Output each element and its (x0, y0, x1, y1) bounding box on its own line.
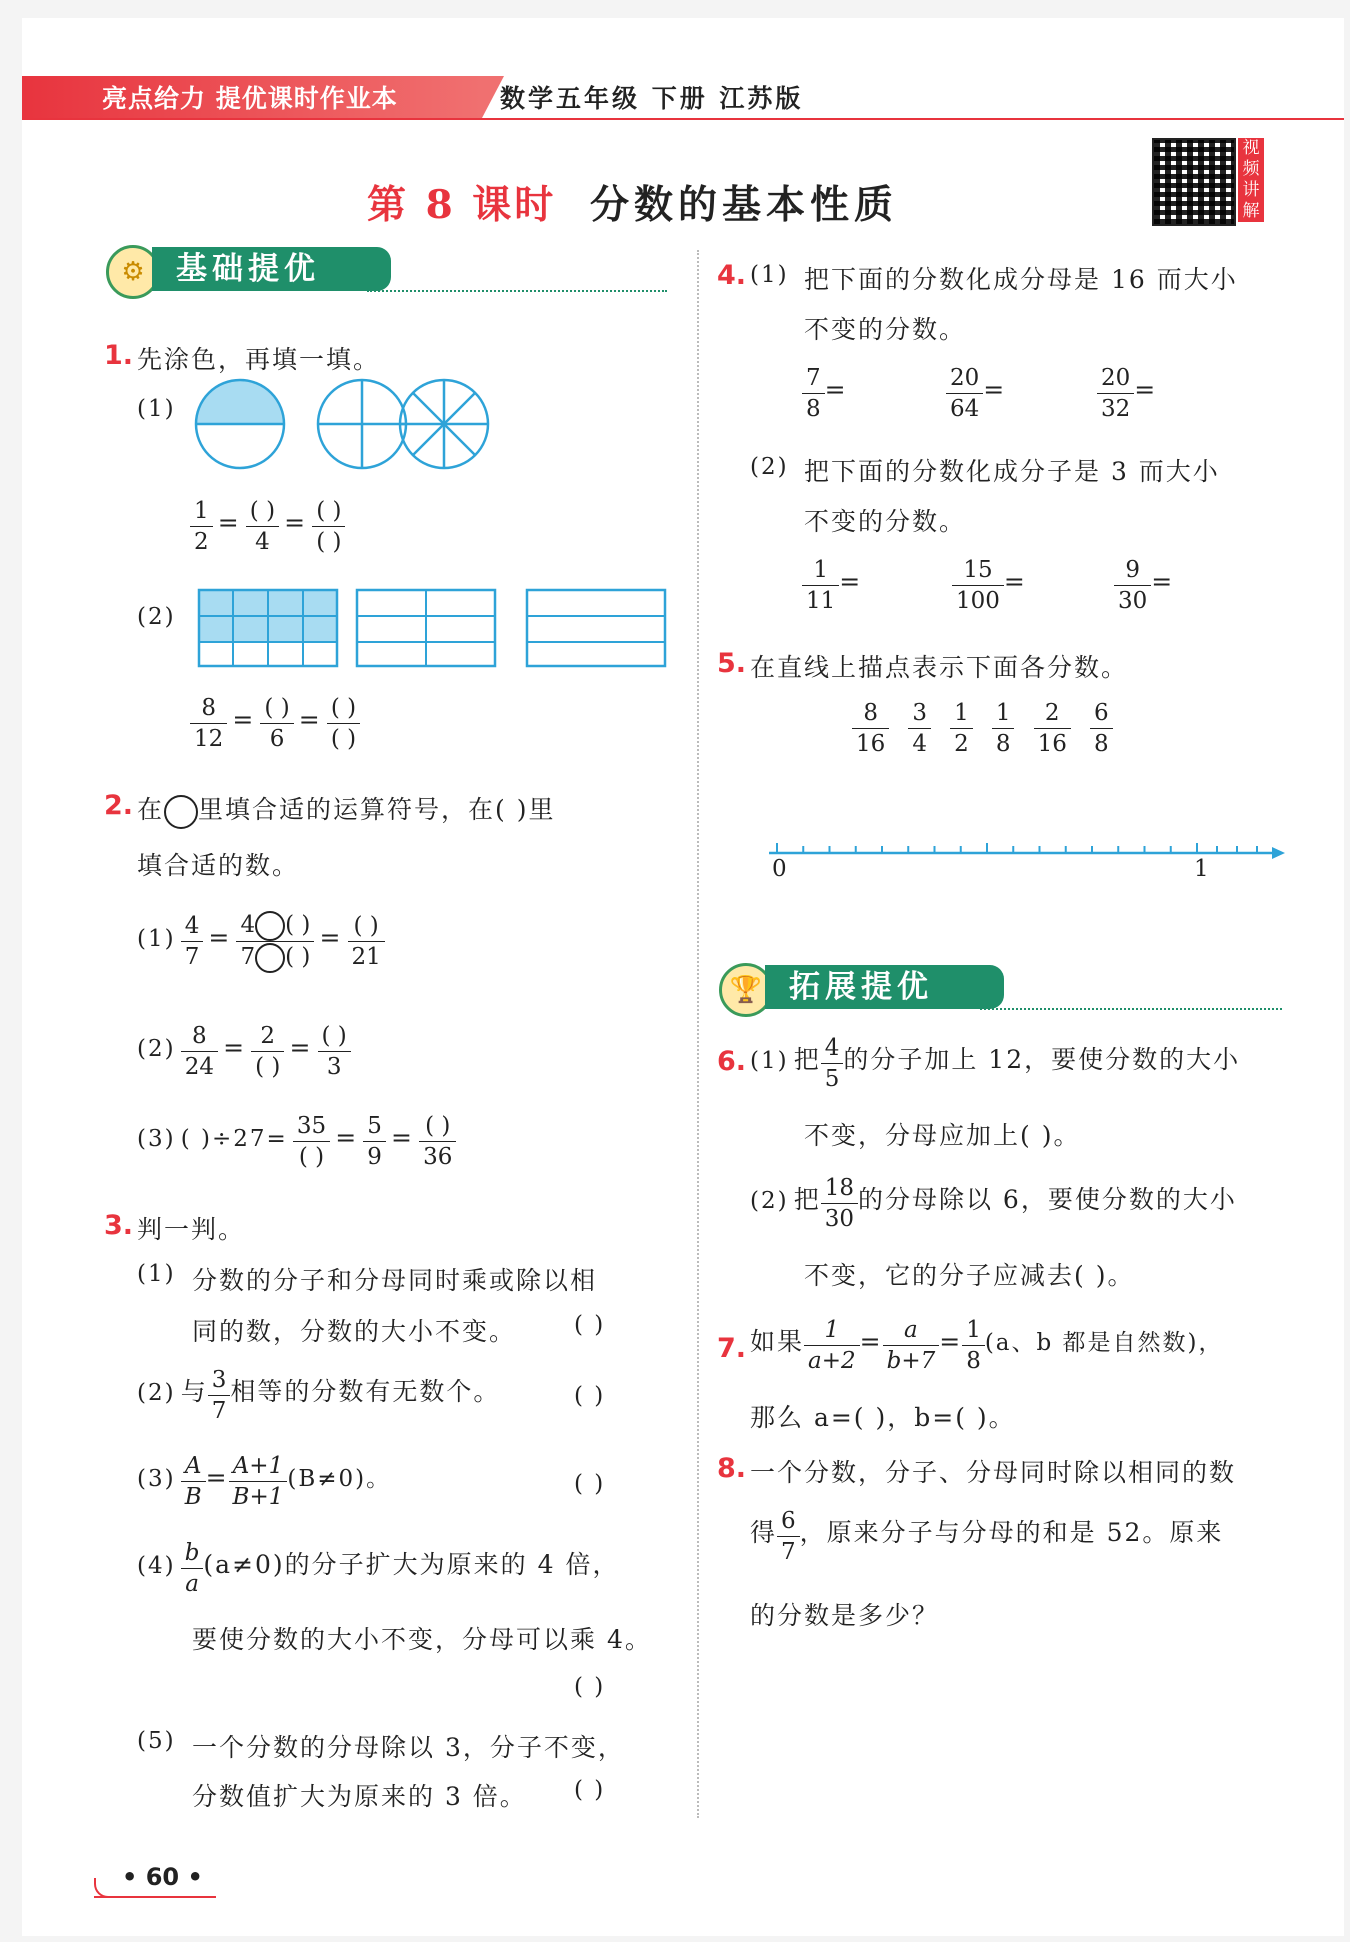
question-number: 8. (717, 1453, 747, 1484)
part-label: (1) (137, 396, 176, 422)
section-rule (980, 1008, 1282, 1010)
rect-twelfths[interactable] (199, 590, 337, 666)
question-text: 不变的分数。 (804, 507, 967, 536)
equation-q2-1: (1) $\frac{4}{7}$ = $\frac{4 ( )}{7 ( )}$ = $\frac{( )}{21}$ (137, 910, 385, 973)
section-extend: 拓展提优 (765, 965, 1004, 1009)
page-number-decoration (94, 1878, 116, 1898)
question-row: (2) 把 $\frac{18}{30}$ 的分母除以 6，要使分数的大小 (750, 1175, 1237, 1232)
rect-thirds[interactable] (527, 590, 665, 666)
judge-blank[interactable]: ( ) (574, 1383, 606, 1409)
rectangle-diagrams (197, 588, 677, 670)
fraction-row-16: $\frac{20}{64}$ = (946, 363, 1006, 424)
circle-quarters[interactable] (318, 380, 406, 468)
fraction-blank[interactable]: $\frac{2}{( )}$ (251, 1021, 284, 1082)
fraction-operator-blank[interactable]: $\frac{4 ( )}{7 ( )}$ (236, 910, 314, 973)
section-rule (367, 290, 667, 292)
judge-blank[interactable]: ( ) (574, 1674, 606, 1700)
part-label: (1) (137, 1261, 176, 1287)
book-info: 数学五年级 下册 江苏版 (500, 84, 804, 113)
fraction-row-3: $\frac{1}{11}$ = (802, 555, 862, 616)
question-row: (1) 把 $\frac{4}{5}$ 的分子加上 12，要使分数的大小 (750, 1035, 1241, 1092)
fraction-blank[interactable]: $\frac{( )}{36}$ (419, 1111, 456, 1172)
question-text: 先涂色，再填一填。 (137, 345, 381, 374)
fraction-row-3: $\frac{15}{100}$ = (952, 555, 1027, 616)
number-line-zero: 0 (772, 856, 789, 882)
circle-diagrams (192, 378, 492, 474)
circle-eighths[interactable] (400, 380, 488, 468)
fraction-blank[interactable]: $\frac{( )}{( )}$ (327, 693, 360, 754)
judge-blank[interactable]: ( ) (574, 1312, 606, 1338)
column-divider (697, 250, 699, 1818)
question-number: 2. (104, 790, 134, 821)
fraction-blank[interactable]: $\frac{( )}{( )}$ (312, 496, 345, 557)
page-number-rule (94, 1896, 216, 1898)
fraction-blank[interactable]: $\frac{35}{( )}$ (293, 1111, 330, 1172)
statement-row: (3) $\frac{A}{B}$ = $\frac{A+1}{B+1}$ (B≠0)。 (137, 1453, 392, 1510)
question-number: 6. (717, 1046, 747, 1077)
fraction: $\frac{1}{2}$ (190, 496, 213, 557)
fraction-row-16: $\frac{20}{32}$ = (1097, 363, 1157, 424)
question-text: 的分数是多少？ (750, 1601, 940, 1630)
question-row: 如果 $\frac{1}{a+2}$ = $\frac{a}{b+7}$ = $\frac{1}{8}$ (a、b 都是自然数)， (750, 1317, 1224, 1374)
fraction-row-16: $\frac{7}{8}$ = (802, 363, 848, 424)
statement-text: 要使分数的大小不变，分母可以乘 4。 (192, 1625, 652, 1654)
circle-halves[interactable] (196, 380, 284, 468)
question-text: 把下面的分数化成分子是 3 而大小 (804, 457, 1220, 486)
page-title: 分数的基本性质 (590, 182, 899, 228)
page-number: • 60 • (122, 1863, 203, 1891)
equation-q1-2: $\frac{8}{12}$ = $\frac{( )}{6}$ = $\frac{( )}{( )}$ (190, 693, 360, 754)
rect-sixths[interactable] (357, 590, 495, 666)
statement-text: 分数的分子和分母同时乘或除以相 (192, 1266, 598, 1295)
statement-row: (4) $\frac{b}{a}$ (a≠0)的分子扩大为原来的 4 倍， (137, 1540, 620, 1597)
question-number: 4. (717, 260, 747, 291)
question-text: 把下面的分数化成分母是 16 而大小 (804, 265, 1238, 294)
question-number: 1. (104, 340, 134, 371)
header-rule (22, 118, 1344, 120)
question-text-blank[interactable]: 不变，分母应加上( )。 (804, 1121, 1081, 1150)
question-row: 得 $\frac{6}{7}$ ，原来分子与分母的和是 52。原来 (750, 1508, 1224, 1565)
judge-blank[interactable]: ( ) (574, 1471, 606, 1497)
fraction-blank[interactable]: $\frac{( )}{6}$ (260, 693, 293, 754)
equation-q1-1: $\frac{1}{2}$ = $\frac{( )}{4}$ = $\frac{( )}{( )}$ (190, 496, 345, 557)
part-label: (1) (750, 262, 789, 288)
statement-text: 同的数，分数的大小不变。 (192, 1317, 517, 1346)
question-number: 5. (717, 648, 747, 679)
statement-row: (2) 与 $\frac{3}{7}$ 相等的分数有无数个。 (137, 1367, 501, 1424)
gear-sprout-icon: ⚙ (106, 245, 160, 299)
fraction-blank[interactable]: $\frac{( )}{3}$ (318, 1021, 351, 1082)
question-text: 一个分数，分子、分母同时除以相同的数 (750, 1458, 1237, 1487)
statement-text: 分数值扩大为原来的 3 倍。 (192, 1782, 527, 1811)
equation-q2-3: (3) ( )÷27= $\frac{35}{( )}$ = $\frac{5}{9}$ = $\frac{( )}{36}$ (137, 1111, 456, 1172)
judge-blank[interactable]: ( ) (574, 1777, 606, 1803)
circle-blank[interactable] (164, 795, 198, 829)
fraction: $\frac{8}{12}$ (190, 693, 227, 754)
statement-text: 一个分数的分母除以 3，分子不变， (192, 1733, 625, 1762)
question-text: 在直线上描点表示下面各分数。 (750, 653, 1129, 682)
question-text: 判一判。 (137, 1215, 246, 1244)
question-text: 填合适的数。 (137, 851, 300, 880)
question-text-blank[interactable]: 不变，它的分子应减去( )。 (804, 1261, 1135, 1290)
lesson-number: 第 8 课时 (367, 182, 557, 228)
question-text: 在 里填合适的运算符号，在( )里 (137, 790, 555, 829)
part-label: (5) (137, 1728, 176, 1754)
part-label: (2) (750, 454, 789, 480)
trophy-icon: 🏆 (719, 963, 773, 1017)
question-number: 3. (104, 1210, 134, 1241)
question-text: 不变的分数。 (804, 315, 967, 344)
fraction-blank[interactable]: $\frac{( )}{4}$ (246, 496, 279, 557)
workbook-page (22, 18, 1344, 1936)
equation-q2-2: (2) $\frac{8}{24}$ = $\frac{2}{( )}$ = $\frac{( )}{3}$ (137, 1021, 351, 1082)
qr-code-icon[interactable] (1152, 138, 1236, 226)
video-label[interactable]: 视频讲解 (1238, 138, 1264, 222)
question-text-blank[interactable]: 那么 a=( )，b=( )。 (750, 1403, 1016, 1432)
fractions-to-plot: $\frac{8}{16}$ $\frac{3}{4}$ $\frac{1}{2}$ $\frac{1}{8}$ $\frac{2}{16}$ $\frac{6}{8}$ (852, 698, 1113, 759)
fraction-row-3: $\frac{9}{30}$ = (1114, 555, 1174, 616)
section-basic: 基础提优 (152, 247, 391, 291)
part-label: (2) (137, 604, 176, 630)
question-number: 7. (717, 1333, 747, 1364)
number-line-one: 1 (1194, 856, 1211, 882)
fraction-blank[interactable]: $\frac{( )}{21}$ (348, 911, 385, 972)
brand-title: 亮点给力 提优课时作业本 (102, 84, 398, 113)
